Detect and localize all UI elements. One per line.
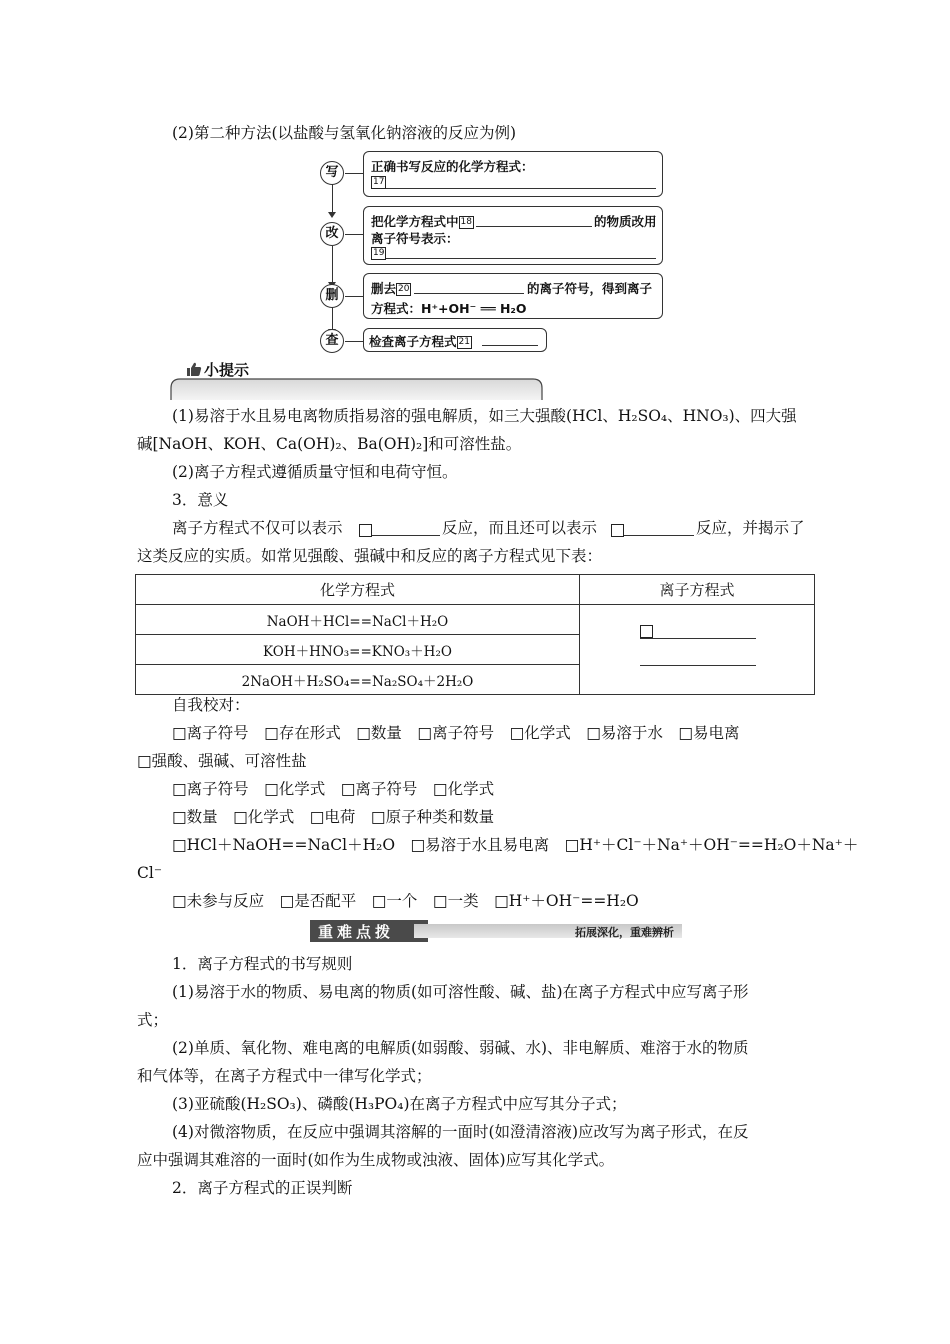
tip-line-1: (1)易溶于水且易电离物质指易溶的强电解质，如三大强酸(HCl、H₂SO₄、HNO₃)、四大强 <box>172 407 797 425</box>
tip-bar <box>170 378 543 400</box>
check-line: □未参与反应 □是否配平 □一个 □一类 □H⁺＋OH⁻==H₂O <box>172 892 639 910</box>
step-change-box <box>363 206 663 265</box>
blank-box <box>611 521 625 540</box>
rules-line: 和气体等，在离子方程式中一律写化学式； <box>137 1067 432 1085</box>
answer-blank <box>414 293 524 294</box>
step-delete-text-2: 方程式：H⁺+OH⁻ ══ H₂O <box>371 301 527 316</box>
answer-blank <box>386 258 656 259</box>
rules-line: (4)对微溶物质，在反应中强调其溶解的一面时(如澄清溶液)应改写为离子形式，在反 <box>172 1123 749 1141</box>
tip-title: 小提示 <box>204 361 250 379</box>
meaning-line-2: 这类反应的实质。如常见强酸、强碱中和反应的离子方程式见下表： <box>137 547 603 565</box>
step-change-text-2: 离子符号表示： <box>371 231 459 246</box>
flow-link <box>345 296 363 297</box>
rules-line: 式； <box>137 1011 169 1029</box>
meaning-line-1b: 反应，而且还可以表示 <box>442 519 598 537</box>
equation-table <box>135 574 815 695</box>
meaning-line-1c: 反应，并揭示了 <box>696 519 805 537</box>
step-delete-box <box>363 273 663 319</box>
rules-line: 应中强调其难溶的一面时(如作为生成物或浊液、固体)应写其化学式。 <box>137 1151 615 1169</box>
check-line: Cl⁻ <box>137 864 162 882</box>
ionic-equation-cell <box>580 605 815 695</box>
thumbs-up-icon <box>186 361 202 377</box>
meaning-line-1a: 离子方程式不仅可以表示 <box>172 519 343 537</box>
key-points-banner <box>310 920 682 942</box>
step-change-circle: 改 <box>320 222 344 246</box>
step-write-circle: 写 <box>320 161 344 185</box>
meaning-heading: 3．意义 <box>172 491 229 509</box>
banner-subtitle: 拓展深化，重难辨析 <box>575 926 674 939</box>
rules-line: (2)单质、氧化物、难电离的电解质(如弱酸、弱碱、水)、非电解质、难溶于水的物质 <box>172 1039 749 1057</box>
answer-blank <box>640 665 756 666</box>
check-title: 自我校对： <box>172 696 250 714</box>
step-write-text: 正确书写反应的化学方程式： <box>371 159 534 174</box>
answer-number: 20 <box>398 284 410 294</box>
rules-heading-2: 2．离子方程式的正误判断 <box>172 1179 353 1197</box>
flow-link <box>345 173 363 174</box>
step-delete-circle: 删 <box>320 284 344 308</box>
table-header: 化学方程式 <box>136 575 580 605</box>
step-write-box <box>363 151 663 197</box>
check-line: □数量 □化学式 □电荷 □原子种类和数量 <box>172 808 495 826</box>
table-cell: KOH＋HNO₃==KNO₃＋H₂O <box>136 635 580 665</box>
tip-line-2: 碱[NaOH、KOH、Ca(OH)₂、Ba(OH)₂]和可溶性盐。 <box>137 435 522 453</box>
answer-number: 21 <box>458 337 470 347</box>
flow-link <box>345 234 363 235</box>
answer-number: 17 <box>373 177 385 187</box>
section-title: (2)第二种方法(以盐酸与氢氧化钠溶液的反应为例) <box>172 124 517 142</box>
answer-number: 18 <box>460 217 472 227</box>
flow-link <box>345 341 363 342</box>
flow-connector <box>332 246 333 284</box>
flow-connector <box>332 184 333 214</box>
banner-title: 重难点拨 <box>318 923 395 941</box>
step-check-circle: 查 <box>320 329 344 353</box>
check-line: □强酸、强碱、可溶性盐 <box>137 752 307 770</box>
answer-blank <box>386 188 656 189</box>
step-check-text: 检查离子方程式 <box>369 334 457 349</box>
table-header: 离子方程式 <box>580 575 815 605</box>
step-delete-text-a: 删去 <box>371 281 397 296</box>
blank-box <box>359 521 373 540</box>
answer-blank <box>476 226 592 227</box>
rules-line: (1)易溶于水的物质、易电离的物质(如可溶性酸、碱、盐)在离子方程式中应写离子形 <box>172 983 749 1001</box>
step-check-box <box>363 328 547 352</box>
answer-blank <box>372 535 440 536</box>
step-delete-text-b: 的离子符号，得到离子 <box>527 281 653 296</box>
tip-line-3: (2)离子方程式遵循质量守恒和电荷守恒。 <box>172 463 458 481</box>
rules-line: (3)亚硫酸(H₂SO₃)、磷酸(H₃PO₄)在离子方程式中应写其分子式； <box>172 1095 627 1113</box>
check-line: □离子符号 □化学式 □离子符号 □化学式 <box>172 780 495 798</box>
answer-number: 19 <box>373 248 385 258</box>
check-line: □离子符号 □存在形式 □数量 □离子符号 □化学式 □易溶于水 □易电离 <box>172 724 740 742</box>
table-cell: 2NaOH＋H₂SO₄==Na₂SO₄＋2H₂O <box>136 665 580 695</box>
flow-arrow <box>328 212 336 218</box>
flow-connector <box>332 306 333 331</box>
table-cell: NaOH＋HCl==NaCl＋H₂O <box>136 605 580 635</box>
check-line: □HCl＋NaOH==NaCl＋H₂O □易溶于水且易电离 □H⁺＋Cl⁻＋Na⁺＋OH⁻==H₂O＋Na⁺＋ <box>172 836 859 854</box>
answer-blank <box>482 345 538 346</box>
step-change-text-a: 把化学方程式中 <box>371 214 459 229</box>
answer-blank <box>640 638 756 639</box>
answer-blank <box>624 535 694 536</box>
rules-heading: 1．离子方程式的书写规则 <box>172 955 353 973</box>
step-change-text-b: 的物质改用 <box>594 214 657 229</box>
